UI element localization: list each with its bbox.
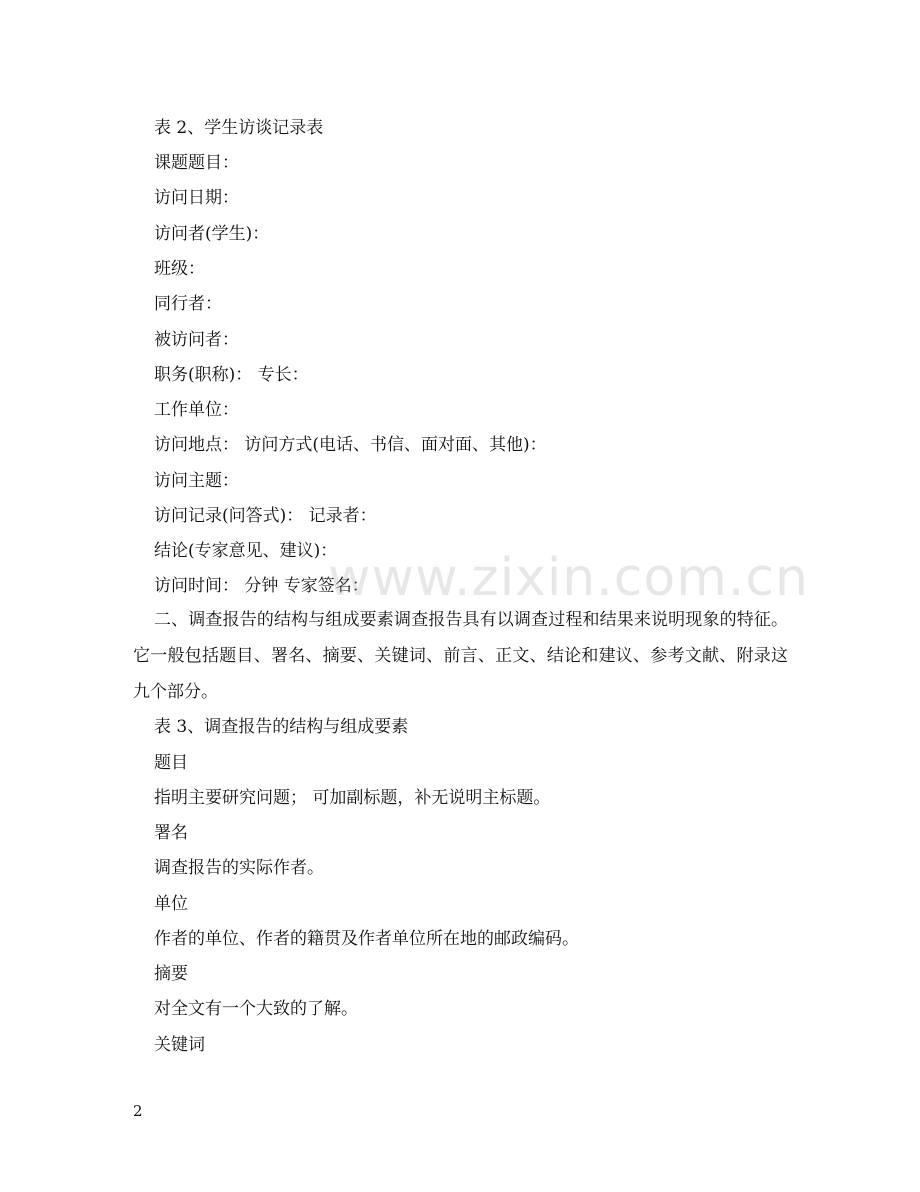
field-time-signature: 访问时间： 分钟 专家签名： bbox=[154, 576, 369, 596]
item-unit-heading: 单位 bbox=[154, 894, 188, 914]
page-number: 2 bbox=[133, 1102, 143, 1120]
field-companion: 同行者： bbox=[154, 294, 222, 314]
field-visit-date: 访问日期： bbox=[154, 188, 239, 208]
field-conclusion: 结论(专家意见、建议)： bbox=[154, 541, 338, 561]
field-class: 班级： bbox=[154, 259, 205, 279]
section-2-paragraph: 二、调查报告的结构与组成要素调查报告具有以调查过程和结果来说明现象的特征。它一般包括题目、署名、摘要、关键词、前言、正文、结论和建议、参考文献、附录这九个部分。 bbox=[133, 610, 788, 702]
item-title-heading: 题目 bbox=[154, 753, 188, 773]
field-visit-subject: 访问主题： bbox=[154, 471, 239, 491]
watermark: www.zixin.com.cn bbox=[328, 548, 809, 608]
table-3-title: 表 3、调查报告的结构与组成要素 bbox=[154, 717, 409, 737]
item-abstract-desc: 对全文有一个大致的了解。 bbox=[154, 999, 358, 1019]
item-title-desc: 指明主要研究问题； 可加副标题，补无说明主标题。 bbox=[154, 788, 551, 808]
field-title-specialty: 职务(职称)： 专长： bbox=[154, 365, 309, 385]
item-abstract-heading: 摘要 bbox=[154, 964, 188, 984]
field-topic: 课题题目： bbox=[154, 153, 239, 173]
field-workplace: 工作单位： bbox=[154, 400, 239, 420]
table-2-title: 表 2、学生访谈记录表 bbox=[154, 118, 324, 138]
field-interviewee: 被访问者： bbox=[154, 330, 239, 350]
item-author-heading: 署名 bbox=[154, 823, 188, 843]
item-author-desc: 调查报告的实际作者。 bbox=[154, 858, 324, 878]
item-unit-desc: 作者的单位、作者的籍贯及作者单位所在地的邮政编码。 bbox=[154, 929, 579, 949]
item-keywords-heading: 关键词 bbox=[154, 1035, 205, 1055]
field-location-method: 访问地点： 访问方式(电话、书信、面对面、其他)： bbox=[154, 435, 547, 455]
field-visitor: 访问者(学生)： bbox=[154, 224, 270, 244]
field-record-recorder: 访问记录(问答式)： 记录者： bbox=[154, 506, 377, 526]
